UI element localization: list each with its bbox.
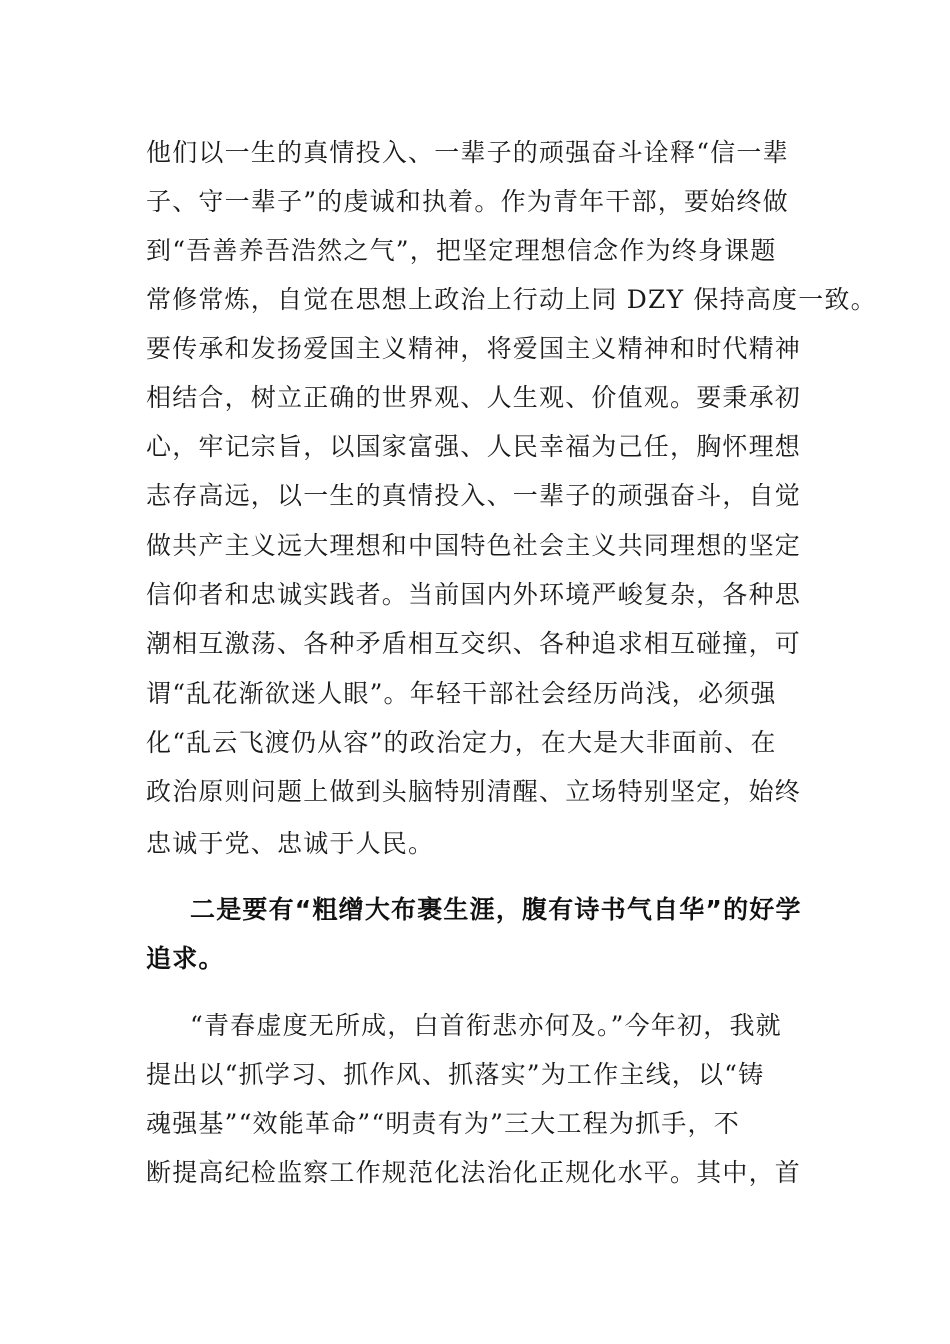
paragraph-line: 忠诚于党、忠诚于人民。 (146, 829, 435, 858)
paragraph-line: 心，牢记宗旨，以国家富强、人民幸福为己任，胸怀理想 (146, 432, 802, 461)
paragraph-line: 提出以“抓学习、抓作风、抓落实”为工作主线，以“铸 (146, 1060, 765, 1089)
paragraph-line: 到“吾善养吾浩然之气”，把坚定理想信念作为终身课题 (146, 236, 777, 265)
paragraph-line: 子、守一辈子”的虔诚和执着。作为青年干部，要始终做 (146, 187, 789, 216)
paragraph-line: 潮相互激荡、各种矛盾相互交织、各种追求相互碰撞，可 (146, 629, 802, 658)
paragraph-line: 魂强基”“效能革命”“明责有为”三大工程为抓手，不 (146, 1109, 740, 1138)
paragraph-line: 常修常炼，自觉在思想上政治上行动上同 DZY 保持高度一致。 (146, 285, 877, 314)
paragraph-line: 断提高纪检监察工作规范化法治化正规化水平。其中，首 (146, 1158, 802, 1187)
paragraph-line: 志存高远，以一生的真情投入、一辈子的顽强奋斗，自觉 (146, 481, 802, 510)
section-heading: 追求。 (146, 944, 225, 973)
paragraph-line: 政治原则问题上做到头脑特别清醒、立场特别坚定，始终 (146, 777, 802, 806)
section-heading: 二是要有“粗缯大布裹生涯，腹有诗书气自华”的好学 (190, 895, 802, 924)
paragraph-line: 谓“乱花渐欲迷人眼”。年轻干部社会经历尚浅，必须强 (146, 679, 777, 708)
paragraph-line: 他们以一生的真情投入、一辈子的顽强奋斗诠释“信一辈 (146, 138, 789, 167)
paragraph-line: 做共产主义远大理想和中国特色社会主义共同理想的坚定 (146, 531, 802, 560)
paragraph-line: 相结合，树立正确的世界观、人生观、价值观。要秉承初 (146, 383, 802, 412)
paragraph-line: 要传承和发扬爱国主义精神，将爱国主义精神和时代精神 (146, 334, 802, 363)
paragraph-line: “青春虚度无所成，白首衔悲亦何及。”今年初，我就 (190, 1011, 782, 1040)
paragraph-line: 信仰者和忠诚实践者。当前国内外环境严峻复杂，各种思 (146, 580, 802, 609)
paragraph-line: 化“乱云飞渡仍从容”的政治定力，在大是大非面前、在 (146, 728, 777, 757)
